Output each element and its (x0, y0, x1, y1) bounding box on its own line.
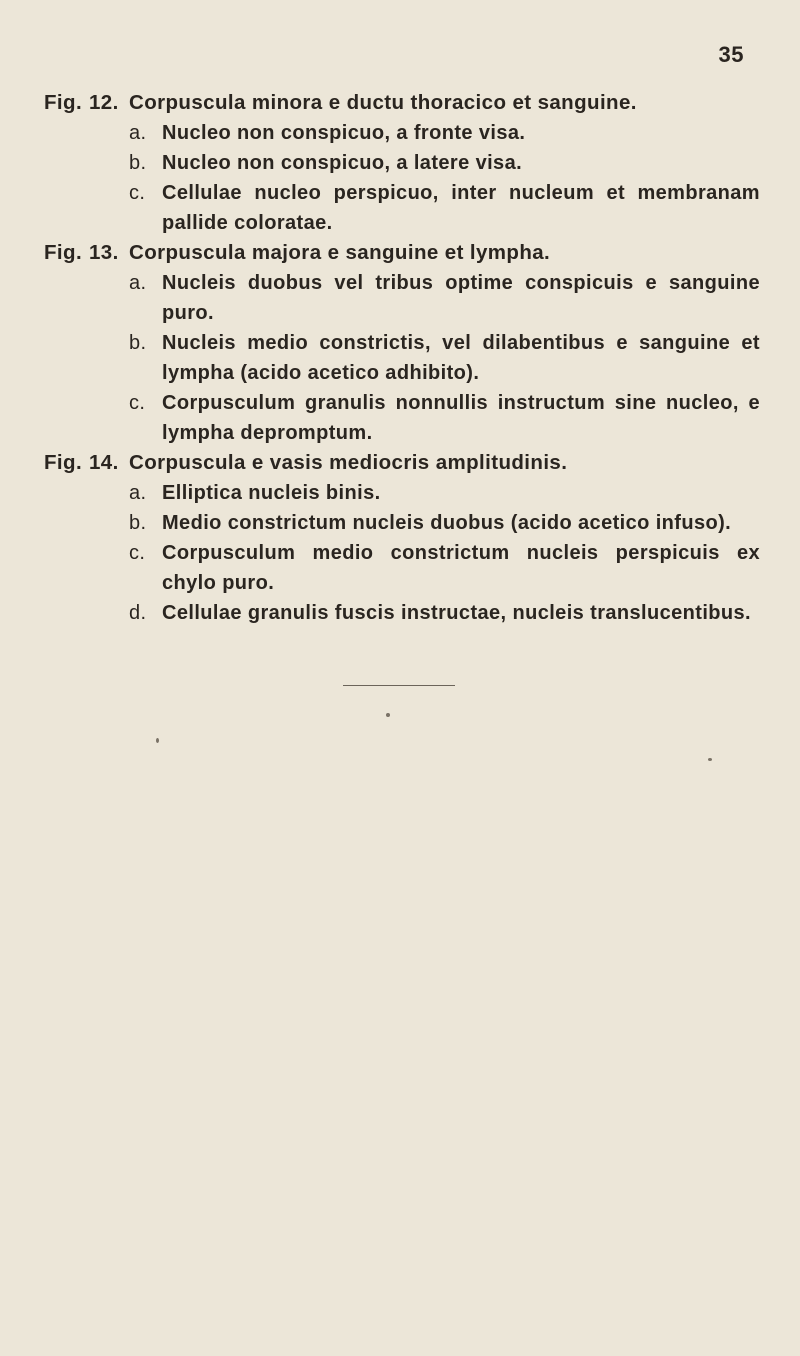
item-letter: a. (129, 482, 147, 504)
item-letter: b. (129, 152, 147, 174)
item-text: Nucleo non conspicuo, a latere visa. (162, 152, 523, 174)
figure-number: 12. (89, 91, 119, 114)
figure-title: Corpuscula minora e ductu thoracico et sanguine. (129, 91, 637, 114)
figure-item (129, 268, 764, 328)
page-number: 35 (718, 42, 744, 67)
item-text: Corpusculum granulis nonnullis instructum sine nucleo, e lympha depromptum. (162, 392, 760, 444)
figure-heading (44, 238, 764, 268)
item-text: Nucleis duobus vel tribus optime conspicuis e sanguine puro. (162, 272, 760, 324)
print-speck (386, 713, 390, 717)
figure-item (129, 538, 764, 598)
item-letter: b. (129, 332, 147, 354)
figure-label: Fig. (44, 241, 83, 264)
figure-item (129, 598, 764, 628)
item-text: Medio constrictum nucleis duobus (acido acetico infuso). (162, 512, 732, 534)
item-text: Corpusculum medio constrictum nucleis perspicuis ex chylo puro. (162, 542, 760, 594)
item-letter: a. (129, 122, 147, 144)
figure-item (129, 148, 764, 178)
section-separator-rule (343, 685, 455, 686)
item-text: Cellulae granulis fuscis instructae, nucleis translucentibus. (162, 602, 752, 624)
figure-heading (44, 88, 764, 118)
item-text: Nucleo non conspicuo, a fronte visa. (162, 122, 526, 144)
figure-number: 13. (89, 241, 119, 264)
figure-item (129, 388, 764, 448)
item-text: Nucleis medio constrictis, vel dilabentibus e sanguine et lympha (acido acetico adhibito). (162, 332, 760, 384)
item-letter: c. (129, 182, 146, 204)
figure-captions (44, 88, 764, 628)
print-speck (708, 758, 712, 761)
item-letter: d. (129, 602, 147, 624)
item-letter: c. (129, 542, 146, 564)
figure-title: Corpuscula e vasis mediocris amplitudinis. (129, 451, 568, 474)
figure-item (129, 328, 764, 388)
print-speck (156, 738, 159, 743)
figure-title: Corpuscula majora e sanguine et lympha. (129, 241, 551, 264)
item-text: Cellulae nucleo perspicuo, inter nucleum et membranam pallide coloratae. (162, 182, 760, 234)
figure-caption-12 (44, 88, 764, 238)
figure-caption-13 (44, 238, 764, 448)
item-text: Elliptica nucleis binis. (162, 482, 381, 504)
item-letter: b. (129, 512, 147, 534)
figure-item (129, 178, 764, 238)
figure-heading (44, 448, 764, 478)
figure-item (129, 118, 764, 148)
figure-item (129, 508, 764, 538)
figure-label: Fig. (44, 451, 83, 474)
figure-item (129, 478, 764, 508)
figure-caption-14 (44, 448, 764, 628)
figure-number: 14. (89, 451, 119, 474)
figure-label: Fig. (44, 91, 83, 114)
item-letter: c. (129, 392, 146, 414)
item-letter: a. (129, 272, 147, 294)
